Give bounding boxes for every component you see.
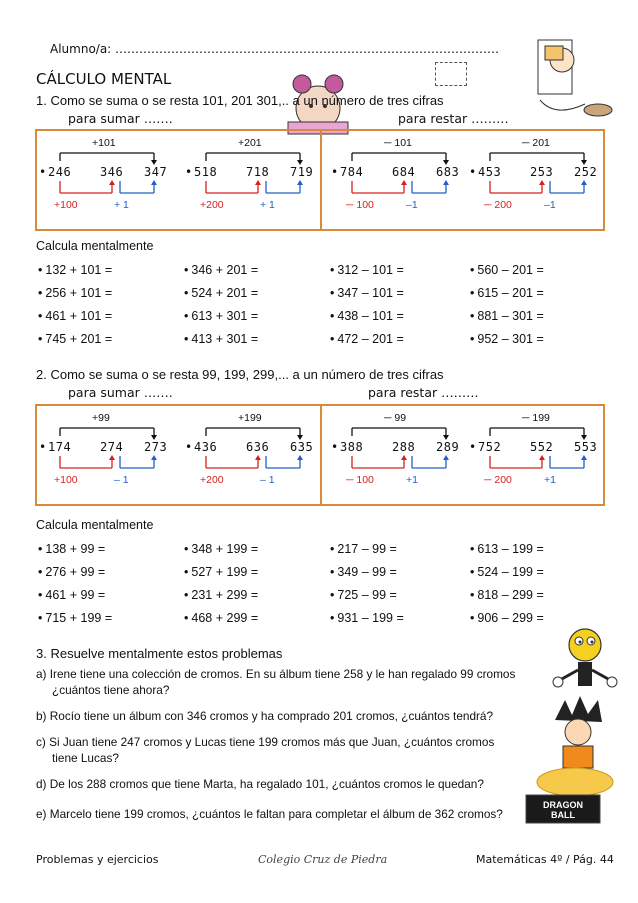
exercise-item: • 560 – 201 =	[470, 263, 544, 277]
red-step-label: ─ 100	[346, 199, 374, 211]
blue-arrow-head	[443, 180, 449, 185]
logo-text: DRAGON BALL	[543, 800, 583, 820]
bullet: •	[185, 440, 193, 454]
problem-a-cont: ¿cuántos tiene ahora?	[52, 683, 170, 697]
exercise-item: • 312 – 101 =	[330, 263, 404, 277]
exercise-item: • 461 + 99 =	[38, 588, 105, 602]
exercise-item: • 348 + 199 =	[184, 542, 258, 556]
problem-e: e) Marcelo tiene 199 cromos, ¿cuántos le faltan para completar el álbum de 362 cromos?	[36, 807, 503, 821]
example-operation-label: ─ 101	[384, 137, 412, 149]
example-number: 274	[100, 440, 124, 454]
footer-center: Colegio Cruz de Piedra	[258, 853, 388, 866]
exercise-item: • 217 – 99 =	[330, 542, 397, 556]
blue-arrow-head	[297, 455, 303, 460]
exercise-item: • 524 + 201 =	[184, 286, 258, 300]
example-number: 347	[144, 165, 168, 179]
exercise-item: • 256 + 101 =	[38, 286, 112, 300]
red-step-label: +200	[200, 199, 224, 211]
page-title: CÁLCULO MENTAL	[36, 70, 172, 88]
exercise-item: • 613 + 301 =	[184, 309, 258, 323]
red-step-label: ─ 200	[484, 474, 512, 486]
example-operation-label: +199	[238, 412, 262, 424]
blue-arrow-head	[443, 455, 449, 460]
example-number: 718	[246, 165, 270, 179]
blue-arrow-head	[151, 180, 157, 185]
question-3-text: 3. Resuelve mentalmente estos problemas	[36, 646, 283, 661]
red-arrow-head	[255, 455, 261, 460]
example-number: 273	[144, 440, 168, 454]
example-number: 636	[246, 440, 270, 454]
problem-d: d) De los 288 cromos que tiene Marta, ha regalado 101, ¿cuántos cromos le quedan?	[36, 777, 484, 791]
example-operation-label: ─ 199	[522, 412, 550, 424]
bullet: •	[469, 440, 477, 454]
exercise-item: • 745 + 201 =	[38, 332, 112, 346]
question-3	[36, 646, 282, 661]
blue-arrow-head	[297, 180, 303, 185]
exercise-item: • 931 – 199 =	[330, 611, 404, 625]
question-2-text: 2. Como se suma o se resta 99, 199, 299,... a un número de tres cifras	[36, 367, 444, 382]
problem-c: c) Si Juan tiene 247 cromos y Lucas tiene 199 cromos más que Juan, ¿cuántos cromos	[36, 735, 495, 749]
red-arrow-head	[539, 180, 545, 185]
example-operation-label: +99	[92, 412, 110, 424]
red-arrow-head	[109, 180, 115, 185]
exercise-item: • 472 – 201 =	[330, 332, 404, 346]
red-arrow-head	[255, 180, 261, 185]
example-number: 552	[530, 440, 554, 454]
example-number: 253	[530, 165, 554, 179]
exercise-item: • 346 + 201 =	[184, 263, 258, 277]
calcula-heading: Calcula mentalmente	[36, 518, 154, 532]
exercise-item: • 715 + 199 =	[38, 611, 112, 625]
example-number: 436	[194, 440, 218, 454]
blue-step-label: –1	[544, 199, 556, 211]
exercise-item: • 132 + 101 =	[38, 263, 112, 277]
example-operation-label: ─ 99	[384, 412, 407, 424]
exercise-item: • 906 – 299 =	[470, 611, 544, 625]
problem-b: b) Rocío tiene un álbum con 346 cromos y ha comprado 201 cromos, ¿cuántos tendrá?	[36, 709, 494, 723]
example-number: 252	[574, 165, 598, 179]
exercise-item: • 349 – 99 =	[330, 565, 397, 579]
example-operation-label: +101	[92, 137, 116, 149]
blue-step-label: – 1	[260, 474, 275, 486]
red-arrow-head	[401, 455, 407, 460]
exercise-item: • 524 – 199 =	[470, 565, 544, 579]
bullet: •	[39, 165, 47, 179]
red-arrow-head	[539, 455, 545, 460]
exercise-item: • 276 + 99 =	[38, 565, 105, 579]
example-number: 289	[436, 440, 460, 454]
example-number: 246	[48, 165, 72, 179]
example-number: 553	[574, 440, 598, 454]
blue-step-label: – 1	[114, 474, 129, 486]
sumar-label-2: para sumar …….	[68, 385, 173, 400]
example-number: 752	[478, 440, 502, 454]
example-operation-label: +201	[238, 137, 262, 149]
problem-c-cont: tiene Lucas?	[52, 751, 119, 765]
bullet: •	[331, 440, 339, 454]
example-number: 174	[48, 440, 72, 454]
exercise-item: • 138 + 99 =	[38, 542, 105, 556]
example-number: 684	[392, 165, 416, 179]
footer-left: Problemas y ejercicios	[36, 853, 159, 866]
blue-step-label: + 1	[114, 199, 129, 211]
blue-step-label: + 1	[260, 199, 275, 211]
exercise-item: • 725 – 99 =	[330, 588, 397, 602]
exercise-item: • 231 + 299 =	[184, 588, 258, 602]
example-number: 346	[100, 165, 124, 179]
red-step-label: ─ 200	[484, 199, 512, 211]
example-number: 288	[392, 440, 416, 454]
blue-step-label: –1	[406, 199, 418, 211]
example-number: 453	[478, 165, 502, 179]
bullet: •	[469, 165, 477, 179]
restar-label-1: para restar ………	[398, 111, 509, 126]
red-arrow-head	[401, 180, 407, 185]
bullet: •	[185, 165, 193, 179]
blue-step-label: +1	[544, 474, 556, 486]
example-number: 784	[340, 165, 364, 179]
example-number: 719	[290, 165, 314, 179]
red-step-label: +200	[200, 474, 224, 486]
exercise-item: • 818 – 299 =	[470, 588, 544, 602]
exercise-item: • 615 – 201 =	[470, 286, 544, 300]
blue-step-label: +1	[406, 474, 418, 486]
example-number: 388	[340, 440, 364, 454]
exercise-item: • 613 – 199 =	[470, 542, 544, 556]
exercise-item: • 438 – 101 =	[330, 309, 404, 323]
example-number: 518	[194, 165, 218, 179]
exercise-item: • 413 + 301 =	[184, 332, 258, 346]
exercise-item: • 468 + 299 =	[184, 611, 258, 625]
problem-a: a) Irene tiene una colección de cromos. En su álbum tiene 258 y le han regalado 99 cromos	[36, 667, 516, 681]
exercise-item: • 952 – 301 =	[470, 332, 544, 346]
exercise-item: • 527 + 199 =	[184, 565, 258, 579]
example-operation-label: ─ 201	[522, 137, 550, 149]
red-step-label: +100	[54, 474, 78, 486]
blue-arrow-head	[581, 455, 587, 460]
example-number: 635	[290, 440, 314, 454]
restar-label-2: para restar ………	[368, 385, 479, 400]
sumar-label-1: para sumar …….	[68, 111, 173, 126]
blue-arrow-head	[151, 455, 157, 460]
red-arrow-head	[109, 455, 115, 460]
exercise-item: • 881 – 301 =	[470, 309, 544, 323]
calcula-heading: Calcula mentalmente	[36, 239, 154, 253]
example-number: 683	[436, 165, 460, 179]
footer-right: Matemáticas 4º / Pág. 44	[476, 853, 614, 866]
bullet: •	[39, 440, 47, 454]
exercise-item: • 347 – 101 =	[330, 286, 404, 300]
student-name-line: Alumno/a: ……………………………………………………………………………………	[50, 42, 500, 56]
bullet: •	[331, 165, 339, 179]
exercise-item: • 461 + 101 =	[38, 309, 112, 323]
red-step-label: +100	[54, 199, 78, 211]
blue-arrow-head	[581, 180, 587, 185]
red-step-label: ─ 100	[346, 474, 374, 486]
question-1-text: 1. Como se suma o se resta 101, 201 301,.. a un número de tres cifras	[36, 93, 444, 108]
